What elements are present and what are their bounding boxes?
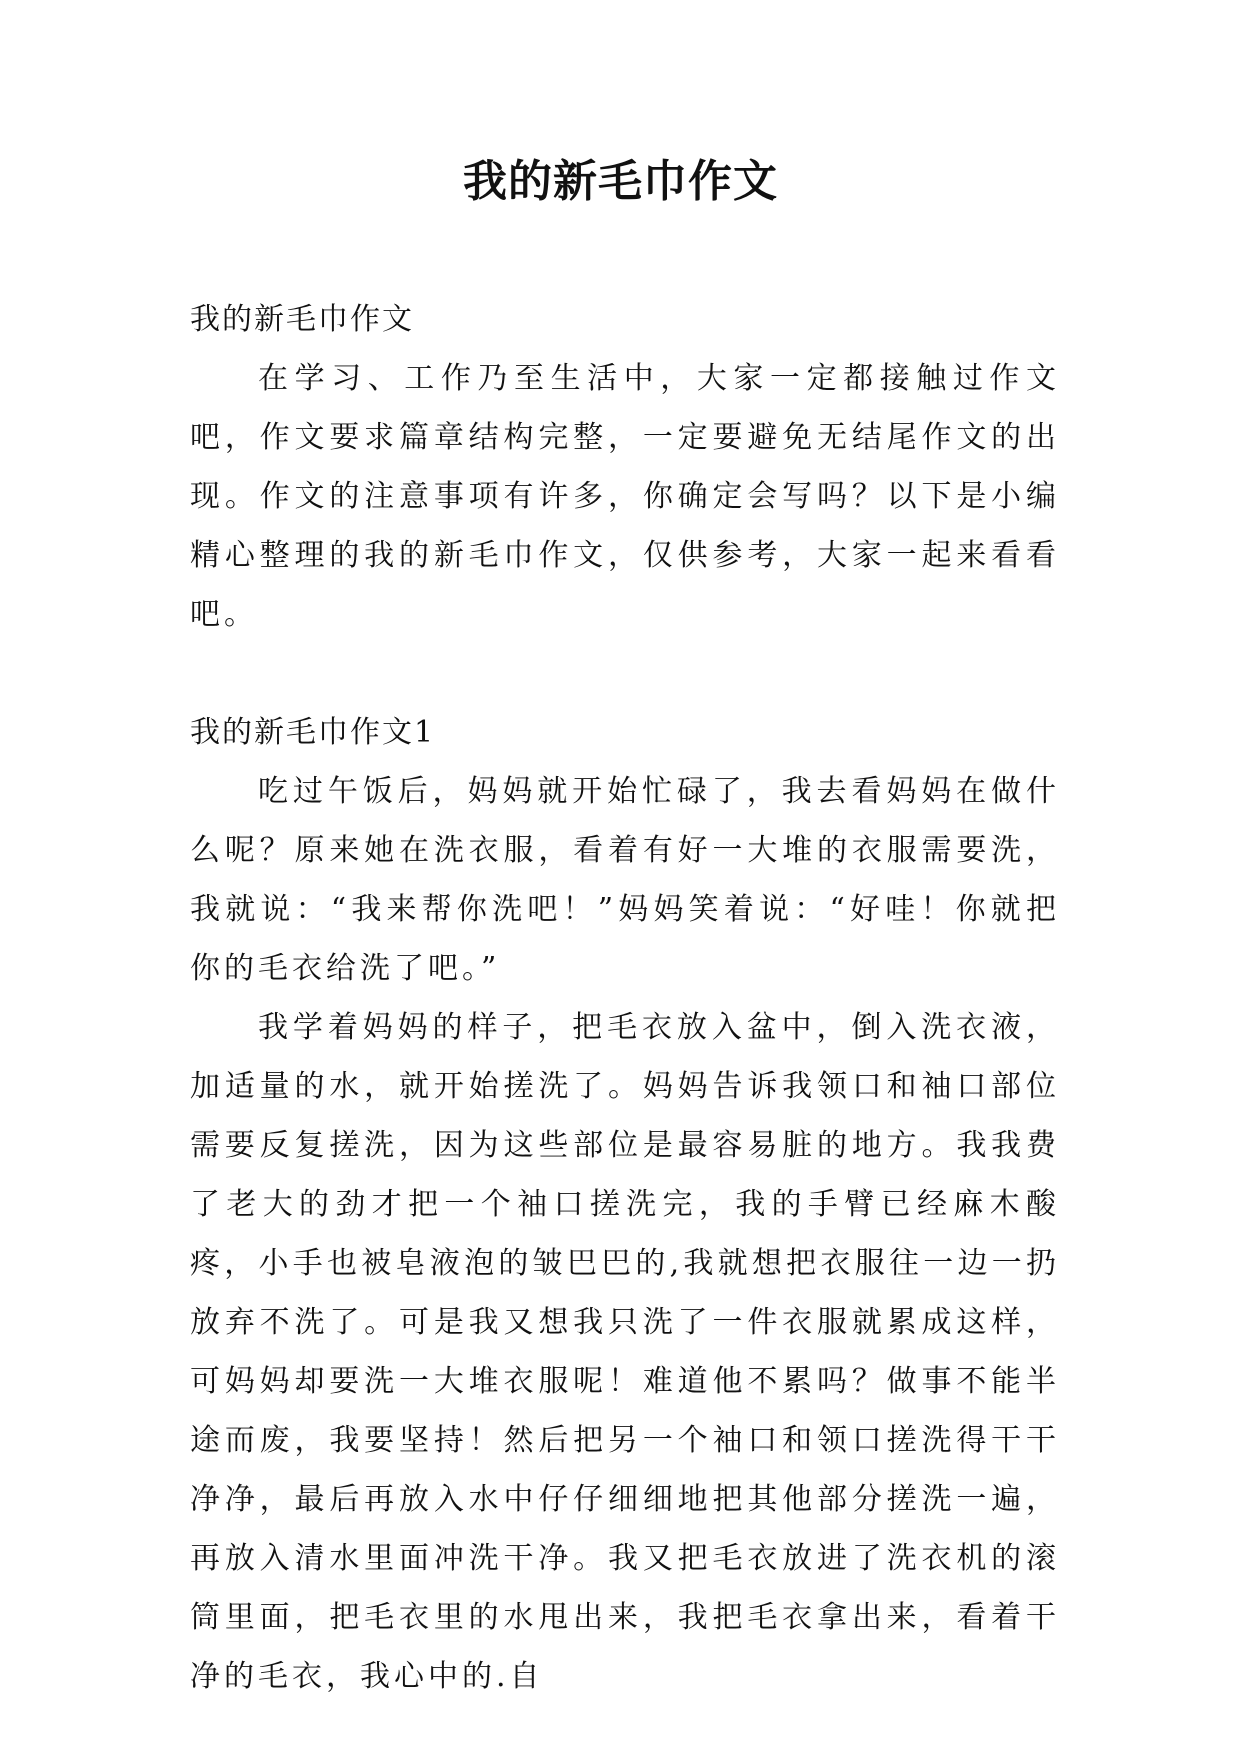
document-body (190, 290, 1060, 1706)
document-subtitle: 我的新毛巾作文 (190, 302, 414, 337)
document-title: 我的新毛巾作文 (463, 156, 778, 207)
section-paragraph-2: 我学着妈妈的样子，把毛衣放入盆中，倒入洗衣液，加适量的水，就开始搓洗了。妈妈告诉我领口和袖口部位需要反复搓洗，因为这些部位是最容易脏的地方。我我费了老大的劲才把一个袖口搓洗完，我的手臂已经麻木酸疼，小手也被皂液泡的皱巴巴的,我就想把衣服往一边一扔放弃不洗了。可是我又想我只洗了一件衣服就累成这样，可妈妈却要洗一大堆衣服呢！难道他不累吗？做事不能半途而废，我要坚持！然后把另一个袖口和领口搓洗得干干净净，最后再放入水中仔仔细细地把其他部分搓洗一遍，再放入清水里面冲洗干净。我又把毛衣放进了洗衣机的滚筒里面，把毛衣里的水甩出来，我把毛衣拿出来，看着干净的毛衣，我心中的.自 (190, 1010, 1060, 1694)
intro-paragraph: 在学习、工作乃至生活中，大家一定都接触过作文吧，作文要求篇章结构完整，一定要避免无结尾作文的出现。作文的注意事项有许多，你确定会写吗？以下是小编精心整理的我的新毛巾作文，仅供参考，大家一起来看看吧。 (190, 361, 1060, 632)
section-heading: 我的新毛巾作文1 (190, 715, 436, 750)
section-paragraph-1: 吃过午饭后，妈妈就开始忙碌了，我去看妈妈在做什么呢？原来她在洗衣服，看着有好一大堆的衣服需要洗，我就说：“我来帮你洗吧！”妈妈笑着说：“好哇！你就把你的毛衣给洗了吧。” (190, 774, 1060, 986)
section-spacer (190, 644, 1060, 703)
